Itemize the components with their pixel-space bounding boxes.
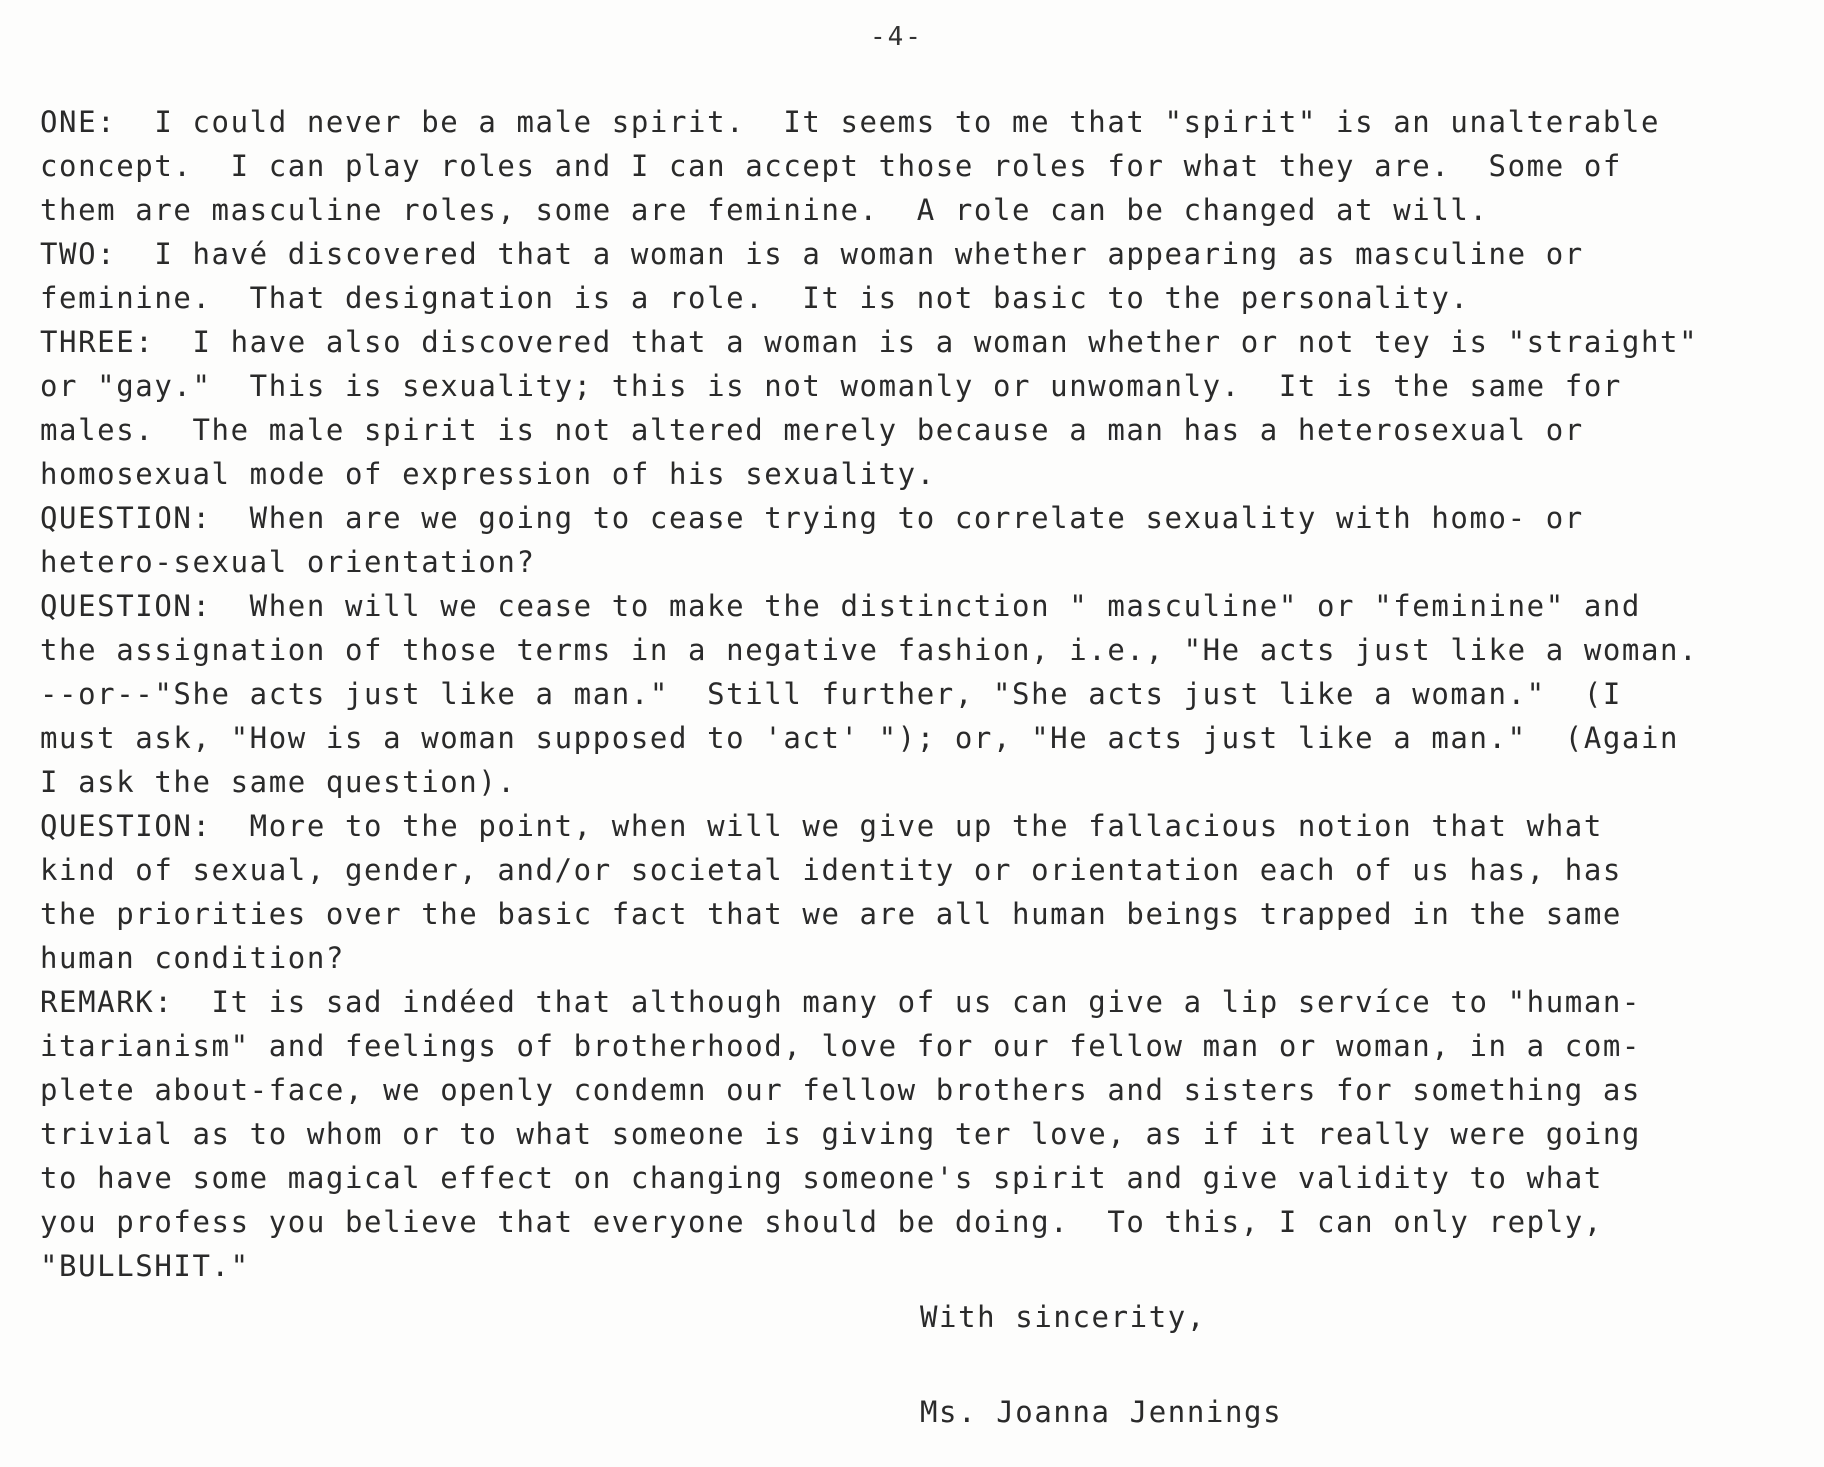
- text-line: "BULLSHIT.": [40, 1249, 250, 1283]
- text-line: concept. I can play roles and I can accept those roles for what they are. Some of: [40, 149, 1622, 183]
- text-line: --or--"She acts just like a man." Still further, "She acts just like a woman." (I: [40, 677, 1622, 711]
- page-number: -4-: [870, 22, 923, 52]
- text-line: you profess you believe that everyone should be doing. To this, I can only reply,: [40, 1205, 1603, 1239]
- text-line: to have some magical effect on changing someone's spirit and give validity to what: [40, 1161, 1603, 1195]
- text-line: must ask, "How is a woman supposed to 'act' "); or, "He acts just like a man." (Again: [40, 721, 1680, 755]
- text-line: plete about-face, we openly condemn our fellow brothers and sisters for something as: [40, 1073, 1641, 1107]
- closing-line: With sincerity,: [920, 1300, 1206, 1334]
- letter-body: [40, 100, 1800, 1288]
- text-line: the priorities over the basic fact that we are all human beings trapped in the same: [40, 897, 1622, 931]
- text-line: I ask the same question).: [40, 765, 517, 799]
- text-line: itarianism" and feelings of brotherhood, love for our fellow man or woman, in a com-: [40, 1029, 1641, 1063]
- text-line: QUESTION: When are we going to cease trying to correlate sexuality with homo- or: [40, 501, 1584, 535]
- text-line: TWO: I havé discovered that a woman is a woman whether appearing as masculine or: [40, 237, 1584, 271]
- text-line: REMARK: It is sad indéed that although many of us can give a lip servíce to "human-: [40, 985, 1641, 1019]
- text-line: human condition?: [40, 941, 345, 975]
- text-line: THREE: I have also discovered that a woman is a woman whether or not tey is "straight": [40, 325, 1699, 359]
- text-line: males. The male spirit is not altered merely because a man has a heterosexual or: [40, 413, 1584, 447]
- signature-name: Ms. Joanna Jennings: [920, 1395, 1283, 1429]
- text-line: ONE: I could never be a male spirit. It seems to me that "spirit" is an unalterable: [40, 105, 1661, 139]
- text-line: them are masculine roles, some are feminine. A role can be changed at will.: [40, 193, 1489, 227]
- text-line: or "gay." This is sexuality; this is not womanly or unwomanly. It is the same for: [40, 369, 1622, 403]
- text-line: hetero-sexual orientation?: [40, 545, 536, 579]
- text-line: trivial as to whom or to what someone is giving ter love, as if it really were going: [40, 1117, 1641, 1151]
- text-line: homosexual mode of expression of his sexuality.: [40, 457, 936, 491]
- text-line: feminine. That designation is a role. It is not basic to the personality.: [40, 281, 1470, 315]
- text-line: QUESTION: When will we cease to make the distinction " masculine" or "feminine" and: [40, 589, 1641, 623]
- text-line: the assignation of those terms in a negative fashion, i.e., "He acts just like a woman.: [40, 633, 1699, 667]
- text-line: kind of sexual, gender, and/or societal identity or orientation each of us has, has: [40, 853, 1622, 887]
- text-line: QUESTION: More to the point, when will we give up the fallacious notion that what: [40, 809, 1603, 843]
